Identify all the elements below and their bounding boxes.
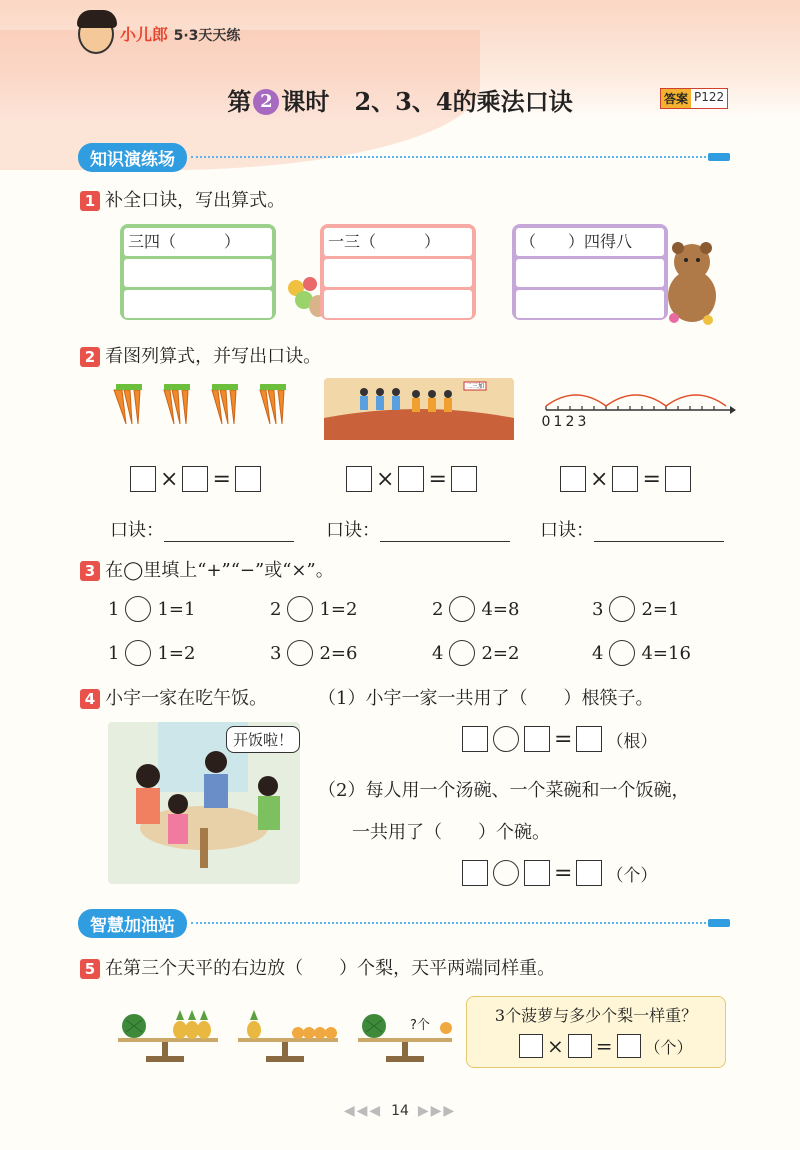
answer-box[interactable] (519, 1034, 543, 1058)
question-number: 5 (80, 959, 100, 979)
family-dinner-illustration (108, 722, 300, 884)
unit-label: （根） (606, 731, 658, 752)
hint-box (466, 996, 726, 1068)
bear-illustration (664, 236, 720, 326)
question-4 (80, 684, 267, 710)
answer-box[interactable] (398, 466, 424, 492)
hint-text: 3个菠萝与多少个梨一样重？ (494, 1006, 698, 1025)
brand-name: 小儿郎 (120, 25, 169, 44)
brand-series: 5·3天天练 (173, 28, 241, 44)
q4-part-2: （2）每人用一个汤碗、一个菜碗和一个饭碗， (318, 780, 690, 801)
operator-circle[interactable] (449, 596, 475, 622)
hint-equation (519, 1034, 715, 1058)
operator-circle[interactable] (287, 640, 313, 666)
page-number: 14 (391, 1103, 409, 1119)
operator-circle[interactable] (125, 596, 151, 622)
card-1-prompt: 三四（ ） (124, 228, 272, 256)
page-footer (0, 1103, 800, 1119)
answer-box[interactable] (346, 466, 372, 492)
equals-sign: = (554, 860, 573, 886)
question-text: 在◯里填上“+”“−”或“×”。 (105, 560, 334, 581)
brand-logo (120, 22, 240, 45)
lesson-prefix: 第 (227, 87, 252, 116)
operator-circle[interactable] (609, 596, 635, 622)
running-kids-illustration (324, 378, 514, 440)
equation-3 (560, 466, 691, 492)
lesson-number: 2 (253, 89, 279, 115)
card-3-answer-line[interactable] (516, 259, 664, 287)
equals-sign: = (428, 466, 447, 492)
question-text: 看图列算式，并写出口诀。 (105, 346, 322, 367)
number-line (540, 386, 736, 430)
dotted-divider (191, 156, 706, 158)
pencil-icon (708, 919, 730, 927)
arrow-left-icon: ◀◀◀ (343, 1103, 383, 1119)
card-1-answer-line-2[interactable] (124, 290, 272, 318)
equation-2 (346, 466, 477, 492)
q4-part-2-cont: 一共用了（ ）个碗。 (352, 822, 550, 843)
times-sign: × (160, 466, 179, 492)
answer-box[interactable] (612, 466, 638, 492)
answer-page: P122 (691, 89, 727, 108)
answer-box[interactable] (576, 860, 602, 886)
q4-equation-2 (462, 860, 657, 886)
answer-box[interactable] (235, 466, 261, 492)
rhyme-blank[interactable] (164, 522, 294, 542)
q3-item: 1 1=1 (108, 596, 195, 622)
answer-box[interactable] (617, 1034, 641, 1058)
tick-label: 0 (541, 414, 551, 430)
answer-box[interactable] (182, 466, 208, 492)
answer-label: 答案 (661, 89, 691, 108)
answer-tag (660, 88, 728, 109)
section-practice-label: 知识演练场 (78, 143, 187, 172)
rhyme-label: 口诀： (326, 520, 380, 541)
question-2 (80, 342, 321, 368)
equals-sign: = (212, 466, 231, 492)
card-3-prompt: （ ）四得八 (516, 228, 664, 256)
operator-circle[interactable] (493, 726, 519, 752)
question-number: 4 (80, 689, 100, 709)
times-sign: × (590, 466, 609, 492)
times-sign: × (376, 466, 395, 492)
equals-sign: = (554, 726, 573, 752)
card-2 (320, 224, 476, 320)
q3-item: 3 2=6 (270, 640, 357, 666)
operator-circle[interactable] (287, 596, 313, 622)
card-2-answer-line-2[interactable] (324, 290, 472, 318)
rhyme-3 (540, 516, 724, 542)
rhyme-label: 口诀： (110, 520, 164, 541)
times-sign: × (547, 1034, 564, 1058)
q3-item: 2 4=8 (432, 596, 519, 622)
card-3-answer-line-2[interactable] (516, 290, 664, 318)
unit-label: （个） (644, 1037, 693, 1057)
question-number: 3 (80, 561, 100, 581)
rhyme-1 (110, 516, 294, 542)
tick-label: 3 (577, 414, 587, 430)
answer-box[interactable] (560, 466, 586, 492)
answer-box[interactable] (462, 860, 488, 886)
answer-box[interactable] (665, 466, 691, 492)
answer-box[interactable] (462, 726, 488, 752)
answer-box[interactable] (130, 466, 156, 492)
q4-equation-1 (462, 726, 657, 752)
balance-scales-illustration (112, 1004, 452, 1066)
question-5 (80, 954, 555, 980)
q3-item: 1 1=2 (108, 640, 195, 666)
answer-box[interactable] (524, 860, 550, 886)
section-wisdom-label: 智慧加油站 (78, 909, 187, 938)
rhyme-2 (326, 516, 510, 542)
q3-item: 3 2=1 (592, 596, 679, 622)
rhyme-blank[interactable] (380, 522, 510, 542)
question-text: 补全口诀，写出算式。 (105, 190, 286, 211)
run-sign: 二三加 (466, 383, 485, 390)
rhyme-label: 口诀： (540, 520, 594, 541)
card-1 (120, 224, 276, 320)
operator-circle[interactable] (609, 640, 635, 666)
q3-item: 4 2=2 (432, 640, 519, 666)
question-3 (80, 556, 334, 582)
speech-bubble: 开饭啦！ (226, 726, 300, 753)
q3-item: 2 1=2 (270, 596, 357, 622)
dotted-divider (191, 922, 706, 924)
question-text: 小宇一家在吃午饭。 (105, 688, 268, 709)
equals-sign: = (642, 466, 661, 492)
question-text: 在第三个天平的右边放（ ）个梨，天平两端同样重。 (105, 958, 556, 979)
answer-box[interactable] (568, 1034, 592, 1058)
card-1-answer-line[interactable] (124, 259, 272, 287)
operator-circle[interactable] (449, 640, 475, 666)
mascot-logo (78, 14, 114, 54)
q3-item: 4 4=16 (592, 640, 691, 666)
lesson-name: 2、3、4的乘法口诀 (354, 87, 573, 116)
card-2-answer-line[interactable] (324, 259, 472, 287)
answer-box[interactable] (524, 726, 550, 752)
arrow-right-icon: ▶▶▶ (417, 1103, 457, 1119)
question-number: 1 (80, 191, 100, 211)
carrots-illustration (108, 384, 302, 426)
answer-box[interactable] (451, 466, 477, 492)
section-wisdom (78, 908, 730, 938)
lesson-unit: 课时 (281, 87, 330, 116)
unit-label: （个） (606, 865, 658, 886)
answer-box[interactable] (576, 726, 602, 752)
question-mark-label: ?个 (410, 1018, 430, 1033)
q4-part-1: （1）小宇一家一共用了（ ）根筷子。 (318, 688, 654, 709)
card-2-prompt: 一三（ ） (324, 228, 472, 256)
question-number: 2 (80, 347, 100, 367)
card-3 (512, 224, 668, 320)
tick-label: 2 (565, 414, 575, 430)
pencil-icon (708, 153, 730, 161)
tick-label: 1 (553, 414, 563, 430)
operator-circle[interactable] (125, 640, 151, 666)
equation-1 (130, 466, 261, 492)
operator-circle[interactable] (493, 860, 519, 886)
rhyme-blank[interactable] (594, 522, 724, 542)
equals-sign: = (595, 1034, 613, 1058)
section-practice (78, 142, 730, 172)
question-1 (80, 186, 285, 212)
